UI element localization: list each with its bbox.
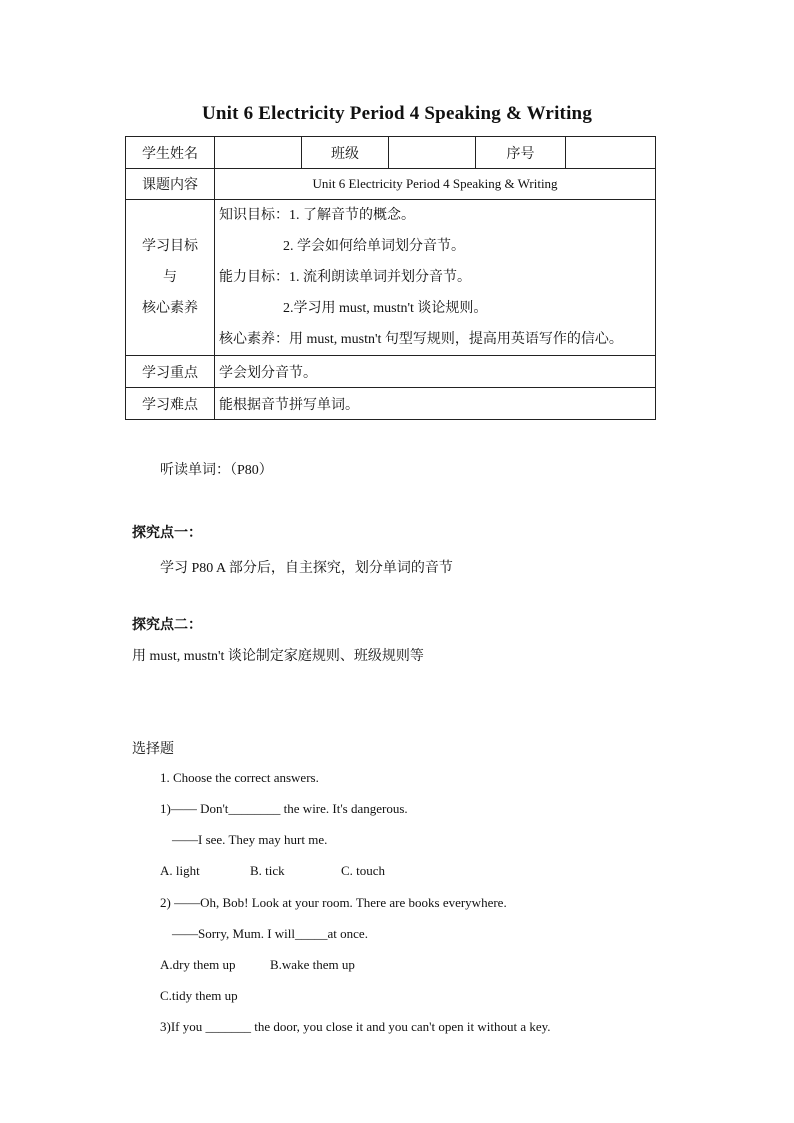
goals-label-line: 学习目标 xyxy=(142,239,198,254)
difficulty-label: 学习难点 xyxy=(126,388,215,420)
question-2-option-b: B.wake them up xyxy=(270,957,355,972)
difficulty-value: 能根据音节拼写单词。 xyxy=(215,388,656,420)
goals-content xyxy=(215,200,656,356)
question-2-option-c: C.tidy them up xyxy=(160,988,238,1003)
explore1-text: 学习 P80 A 部分后，自主探究，划分单词的音节 xyxy=(160,561,453,576)
key-point-label: 学习重点 xyxy=(126,356,215,388)
student-name-field[interactable] xyxy=(215,137,302,169)
explore2-heading: 探究点二： xyxy=(132,618,202,633)
ability-goal-2: 2.学习用 must, mustn't 谈论规则。 xyxy=(283,301,488,316)
topic-label: 课题内容 xyxy=(126,169,215,200)
class-field[interactable] xyxy=(389,137,476,169)
choice-instruction: 1. Choose the correct answers. xyxy=(160,770,319,785)
knowledge-goal-1: 知识目标：1. 了解音节的概念。 xyxy=(219,208,415,223)
explore2-text: 用 must, mustn't 谈论制定家庭规则、班级规则等 xyxy=(132,649,424,664)
difficulty-row xyxy=(126,388,656,420)
choice-heading: 选择题 xyxy=(132,742,174,757)
student-name-label: 学生姓名 xyxy=(126,137,215,169)
ability-goal-1: 能力目标：1. 流利朗读单词并划分音节。 xyxy=(219,270,471,285)
question-1-option-b: B. tick xyxy=(250,863,285,878)
goals-label-line: 与 xyxy=(163,270,177,285)
question-2-option-a: A.dry them up xyxy=(160,957,236,972)
student-info-row xyxy=(126,137,656,169)
question-2-reply: ——Sorry, Mum. I will_____at once. xyxy=(172,926,368,941)
class-label: 班级 xyxy=(302,137,389,169)
number-field[interactable] xyxy=(566,137,656,169)
question-1-prompt: 1)—— Don't________ the wire. It's dangerous. xyxy=(160,801,408,816)
number-label: 序号 xyxy=(476,137,566,169)
question-2-prompt: 2) ——Oh, Bob! Look at your room. There are books everywhere. xyxy=(160,895,507,910)
explore1-heading: 探究点一： xyxy=(132,526,202,541)
key-point-row xyxy=(126,356,656,388)
key-point-value: 学会划分音节。 xyxy=(215,356,656,388)
info-table xyxy=(125,136,656,420)
topic-value: Unit 6 Electricity Period 4 Speaking & Writing xyxy=(215,169,656,200)
document-title: Unit 6 Electricity Period 4 Speaking & Writing xyxy=(201,103,593,124)
question-1-reply: ——I see. They may hurt me. xyxy=(172,832,328,847)
question-3-prompt: 3)If you _______ the door, you close it and you can't open it without a key. xyxy=(160,1019,551,1034)
question-1-option-c: C. touch xyxy=(341,863,386,878)
topic-row xyxy=(126,169,656,200)
listen-words: 听读单词：（P80） xyxy=(160,463,273,478)
core-literacy: 核心素养：用 must, mustn't 句型写规则，提高用英语写作的信心。 xyxy=(219,332,623,347)
goals-label xyxy=(126,200,215,356)
goals-row xyxy=(126,200,656,356)
knowledge-goal-2: 2. 学会如何给单词划分音节。 xyxy=(283,239,465,254)
question-1-option-a: A. light xyxy=(160,863,200,878)
goals-label-line: 核心素养 xyxy=(142,301,198,316)
